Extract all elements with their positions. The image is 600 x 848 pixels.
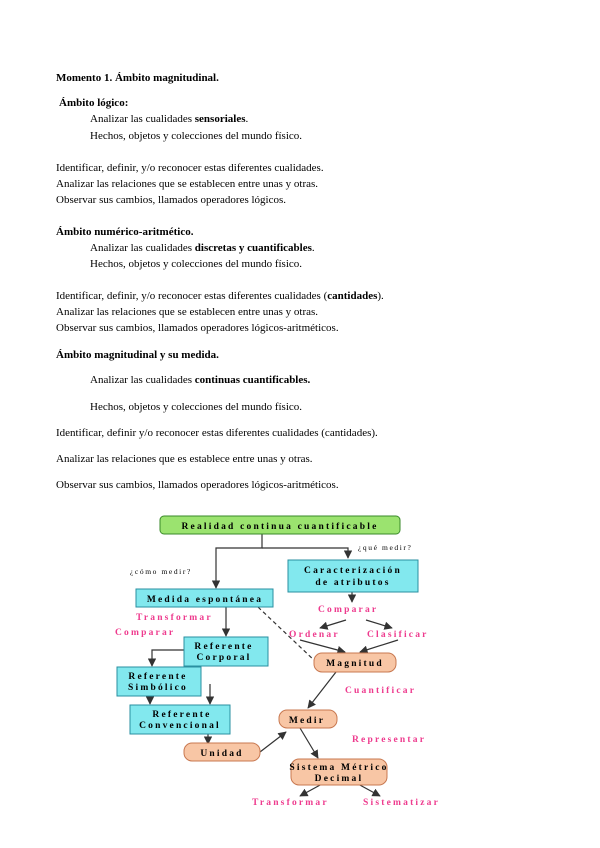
logico-p3: Observar sus cambios, llamados operadores lógicos. — [56, 194, 287, 206]
arrow-clasificar-to-magnitud — [360, 640, 398, 652]
label-comparar-left: Comparar — [115, 628, 176, 638]
ref-convencional-label-2: Convencional — [139, 721, 221, 731]
label-representar: Representar — [352, 735, 427, 745]
numerico-heading: Ámbito numérico-aritmético. — [56, 226, 194, 238]
logico-line1: Analizar las cualidades sensoriales. — [90, 113, 249, 125]
label-transformar-top: Transformar — [136, 613, 213, 623]
arrow-medir-to-smd — [300, 728, 318, 758]
logico-p2: Analizar las relaciones que se establecen entre unas y otras. — [56, 178, 319, 190]
numerico-p1: Identificar, definir, y/o reconocer estas diferentes cualidades (cantidades). — [56, 290, 384, 302]
arrow-unidad-to-medir — [260, 732, 286, 752]
label-ordenar: Ordenar — [289, 630, 340, 640]
numerico-line1: Analizar las cualidades discretas y cuantificables. — [90, 242, 315, 254]
logico-heading: Ámbito lógico: — [59, 97, 129, 109]
arrow-comparar-to-ordenar — [320, 620, 346, 628]
arrow-root-to-caracterizacion — [262, 548, 348, 558]
question-que-medir: ¿qué medir? — [358, 543, 413, 552]
ref-simbolico-label-1: Referente — [128, 672, 188, 682]
logico-line2: Hechos, objetos y colecciones del mundo físico. — [90, 130, 303, 142]
arrow-magnitud-to-medir — [308, 672, 336, 708]
arrow-root-to-medida — [216, 533, 262, 588]
smd-label-2: Decimal — [314, 774, 364, 784]
arrow-ordenar-to-magnitud — [300, 640, 345, 652]
arrow-corporal-to-simbolico — [152, 650, 184, 666]
ref-simbolico-label-2: Simbólico — [128, 683, 188, 693]
magnitudinal-p3: Observar sus cambios, llamados operadores lógicos-aritméticos. — [56, 479, 339, 491]
label-cuantificar: Cuantificar — [345, 686, 417, 696]
magnitud-label: Magnitud — [326, 659, 384, 669]
magnitudinal-p1: Identificar, definir y/o reconocer estas diferentes cualidades (cantidades). — [56, 427, 378, 439]
caracterizacion-label-1: Caracterización — [304, 566, 402, 576]
unidad-label: Unidad — [200, 749, 244, 759]
magnitudinal-line2: Hechos, objetos y colecciones del mundo físico. — [90, 401, 303, 413]
caracterizacion-label-2: de atributos — [315, 578, 391, 588]
medida-label: Medida espontánea — [146, 595, 264, 605]
ref-corporal-label-2: Corporal — [196, 653, 252, 663]
magnitudinal-line1: Analizar las cualidades continuas cuantificables. — [90, 374, 311, 386]
label-comparar-top: Comparar — [318, 605, 379, 615]
medir-label: Medir — [288, 716, 326, 726]
root-label: Realidad continua cuantificable — [181, 522, 379, 532]
numerico-p2: Analizar las relaciones que se establecen entre unas y otras. — [56, 306, 319, 318]
numerico-line2: Hechos, objetos y colecciones del mundo físico. — [90, 258, 303, 270]
question-como-medir: ¿cómo medir? — [130, 567, 192, 576]
ref-convencional-label-1: Referente — [152, 710, 212, 720]
ref-corporal-label-1: Referente — [194, 642, 254, 652]
logico-p1: Identificar, definir, y/o reconocer estas diferentes cualidades. — [56, 162, 324, 174]
label-transformar-bottom: Transformar — [252, 798, 329, 808]
smd-label-1: Sistema Métrico — [289, 763, 389, 773]
label-sistematizar: Sistematizar — [363, 798, 441, 808]
arrow-smd-to-sistematizar — [358, 784, 380, 796]
arrow-comparar-to-clasificar — [366, 620, 392, 628]
numerico-p3: Observar sus cambios, llamados operadores lógicos-aritméticos. — [56, 322, 339, 334]
arrow-smd-to-transformar — [300, 784, 322, 796]
label-clasificar: Clasificar — [367, 630, 429, 640]
section-title: Momento 1. Ámbito magnitudinal. — [56, 72, 219, 84]
magnitudinal-p2: Analizar las relaciones que es establece entre unas y otras. — [56, 453, 313, 465]
magnitudinal-heading: Ámbito magnitudinal y su medida. — [56, 349, 219, 361]
